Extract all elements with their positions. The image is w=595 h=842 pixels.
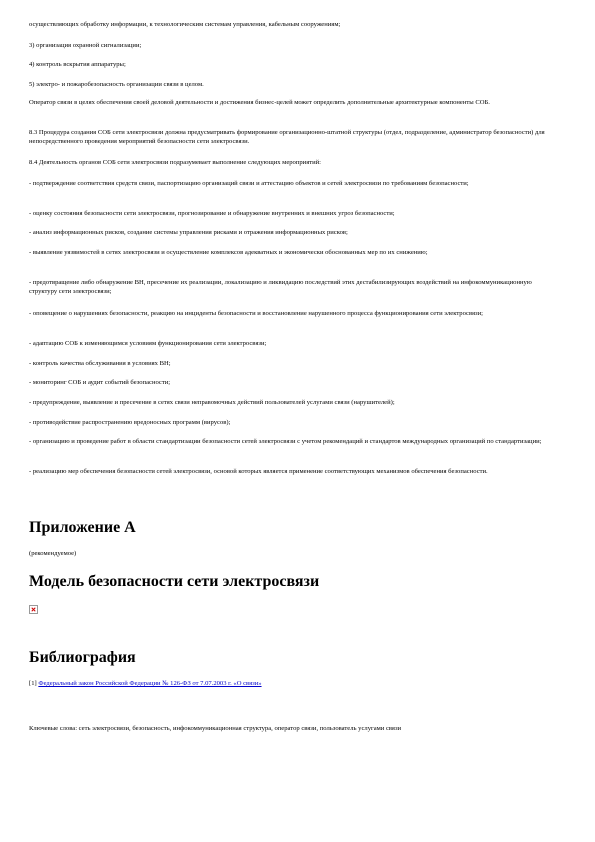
list-item: - предупреждение, выявление и пресечение в сетях связи неправомочных действий пользователей услугами связи (нарушителей); xyxy=(29,399,395,406)
broken-image-icon xyxy=(29,605,38,614)
list-item: - подтверждение соответствия средств связи, паспортизацию организаций связи и аттестацию объектов и сетей электросвязи по требованиям безопасности; xyxy=(29,180,469,187)
list-item: - противодействие распространению вредоносных программ (вирусов); xyxy=(29,419,231,426)
list-item: - анализ информационных рисков, создание системы управления рисками и отражения информационных рисков; xyxy=(29,229,348,236)
bibliography-entry xyxy=(29,679,262,688)
paragraph: Оператор связи в целях обеспечения своей деловой деятельности и достижения бизнес-целей может определить дополнительные архитектурные компоненты СОБ. xyxy=(29,99,490,106)
list-item: - оповещение о нарушениях безопасности, реакцию на инциденты безопасности и восстановление нарушенного процесса функционирования сети электросвязи; xyxy=(29,310,483,317)
list-item: - предотвращение либо обнаружение ВН, пресечение их реализации, локализацию и ликвидацию последствий этих дестабилизирующих воздействий на инфокоммуникационную структуру сети электросвязи; xyxy=(29,279,532,295)
reference-link[interactable]: Федеральный закон Российской Федерации № 126-ФЗ от 7.07.2003 г. «О связи» xyxy=(38,680,262,687)
appendix-title: Приложение А xyxy=(29,519,136,536)
keywords: Ключевые слова: сеть электросвязи, безопасность, инфокоммуникационная структура, оператор связи, пользователь услугами связи xyxy=(29,725,402,732)
paragraph: 8.3 Процедура создания СОБ сети электросвязи должна предусматривать формирование организационно-штатной структуры (отдел, подразделение, администратор безопасности) для непосредственного проведения мероприятий безопасности сети электросвязи. xyxy=(29,129,545,145)
appendix-subtitle: Модель безопасности сети электросвязи xyxy=(29,573,320,590)
list-item: - оценку состояния безопасности сети электросвязи, прогнозирование и обнаружение внутренних и внешних угроз безопасности; xyxy=(29,210,395,217)
reference-number: [1] xyxy=(29,680,37,687)
list-item: - адаптацию СОБ к изменяющимся условиям функционирования сети электросвязи; xyxy=(29,340,267,347)
list-item: - организацию и проведение работ в области стандартизации безопасности сетей электросвязи с учетом рекомендаций и стандартов международных организаций по стандартизации; xyxy=(29,438,542,445)
list-item: - выявление уязвимостей в сетях электросвязи и осуществление комплексов адекватных и экономически обоснованных мер по их снижению; xyxy=(29,249,428,256)
paragraph: 4) контроль вскрытия аппаратуры; xyxy=(29,61,126,68)
list-item: - мониторинг СОБ и аудит событий безопасности; xyxy=(29,379,171,386)
bibliography-title: Библиография xyxy=(29,649,136,666)
paragraph: 5) электро- и пожаробезопасность организации связи в целом. xyxy=(29,81,204,88)
appendix-note: (рекомендуемое) xyxy=(29,550,77,557)
list-item: - контроль качества обслуживания в условиях ВН; xyxy=(29,360,171,367)
paragraph: 8.4 Деятельность органов СОБ сети электросвязи подразумевает выполнение следующих мероприятий: xyxy=(29,159,322,166)
paragraph: осуществляющих обработку информации, к технологическим системам управления, кабельным сооружениям; xyxy=(29,21,341,28)
paragraph: 3) организация охранной сигнализации; xyxy=(29,42,142,49)
list-item: - реализацию мер обеспечения безопасности сетей электросвязи, основой которых является применение соответствующих механизмов обеспечения безопасности. xyxy=(29,468,488,475)
